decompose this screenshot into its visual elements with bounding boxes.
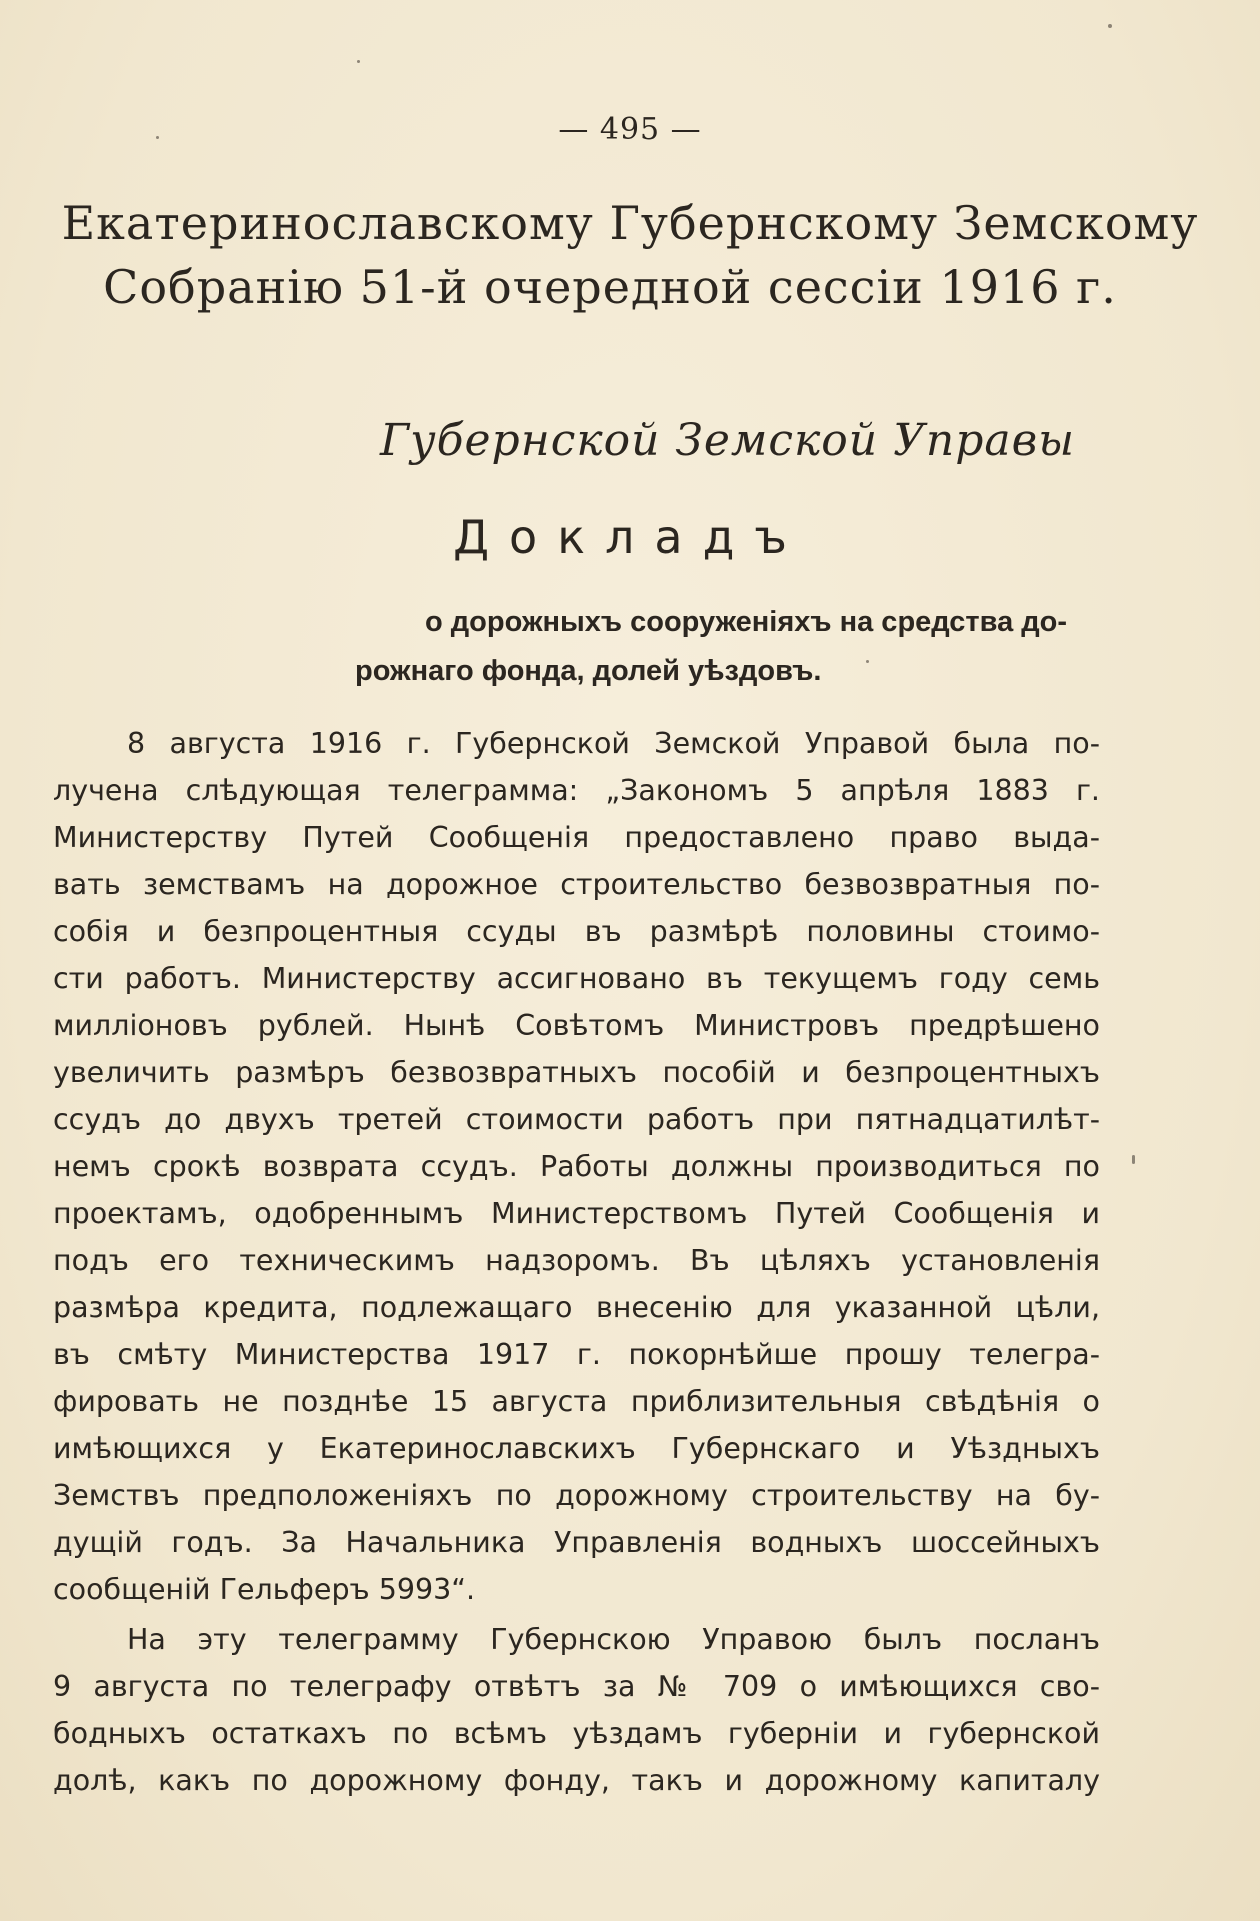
paper-speck — [357, 60, 360, 63]
paragraph-line: Министерству Путей Сообщенія предоставлено право выда- — [53, 821, 1100, 854]
paragraph-line: Земствъ предположеніяхъ по дорожному строительству на бу- — [53, 1479, 1100, 1512]
paragraph-line: долѣ, какъ по дорожному фонду, такъ и дорожному капиталу — [53, 1764, 1100, 1797]
subtitle: Губернской Земской Управы — [380, 415, 1076, 466]
paragraph-line: размѣра кредита, подлежащаго внесенію для указанной цѣли, — [53, 1291, 1100, 1324]
paragraph-line: увеличить размѣръ безвозвратныхъ пособій и безпроцентныхъ — [53, 1056, 1100, 1089]
document-heading: Докладъ — [453, 510, 807, 564]
paragraph-line: собія и безпроцентныя ссуды въ размѣрѣ половины стоимо- — [53, 915, 1100, 948]
paragraph-line: имѣющихся у Екатеринославскихъ Губернскаго и Уѣздныхъ — [53, 1432, 1100, 1465]
paragraph-line: бодныхъ остаткахъ по всѣмъ уѣздамъ губерніи и губернской — [53, 1717, 1100, 1750]
paragraph-2 — [53, 1616, 1100, 1804]
paragraph-line: ссудъ до двухъ третей стоимости работъ при пятнадцатилѣт- — [53, 1103, 1100, 1136]
paragraph-line: дущій годъ. За Начальника Управленія водныхъ шоссейныхъ — [53, 1526, 1100, 1559]
paragraph-line: лучена слѣдующая телеграмма: „Закономъ 5 апрѣля 1883 г. — [53, 774, 1100, 807]
title-line-1: Екатеринославскому Губернскому Земскому — [61, 196, 1199, 250]
title-line-2: Собранію 51-й очередной сессіи 1916 г. — [103, 260, 1117, 314]
paper-speck — [866, 660, 869, 663]
paper-speck — [156, 136, 159, 139]
paragraph-line: милліоновъ рублей. Нынѣ Совѣтомъ Министровъ предрѣшено — [53, 1009, 1100, 1042]
paragraph-line: проектамъ, одобреннымъ Министерствомъ Путей Сообщенія и — [53, 1197, 1100, 1230]
document-subject-line-1: о дорожныхъ сооруженіяхъ на средства до- — [425, 606, 1068, 638]
paper-speck — [1132, 1155, 1135, 1164]
paragraph-line: сообщеній Гельферъ 5993“. — [53, 1573, 476, 1606]
paragraph-line: На эту телеграмму Губернскою Управою былъ посланъ — [127, 1623, 1100, 1656]
page-number: — 495 — — [558, 112, 702, 147]
paragraph-line: въ смѣту Министерства 1917 г. покорнѣйше прошу телегра- — [53, 1338, 1100, 1371]
paper-speck — [1108, 24, 1112, 28]
paragraph-line: вать земствамъ на дорожное строительство безвозвратныя по- — [53, 868, 1100, 901]
paragraph-line: подъ его техническимъ надзоромъ. Въ цѣляхъ установленія — [53, 1244, 1100, 1277]
paragraph-line: 8 августа 1916 г. Губернской Земской Управой была по- — [127, 727, 1100, 760]
paragraph-line: сти работъ. Министерству ассигновано въ текущемъ году семь — [53, 962, 1100, 995]
paragraph-line: немъ срокѣ возврата ссудъ. Работы должны производиться по — [53, 1150, 1100, 1183]
document-subject-line-2: рожнаго фонда, долей уѣздовъ. — [355, 655, 822, 687]
paragraph-line: фировать не позднѣе 15 августа приблизительныя свѣдѣнія о — [53, 1385, 1100, 1418]
paragraph-1 — [53, 720, 1100, 1613]
paragraph-line: 9 августа по телеграфу отвѣтъ за № 709 о имѣющихся сво- — [53, 1670, 1100, 1703]
